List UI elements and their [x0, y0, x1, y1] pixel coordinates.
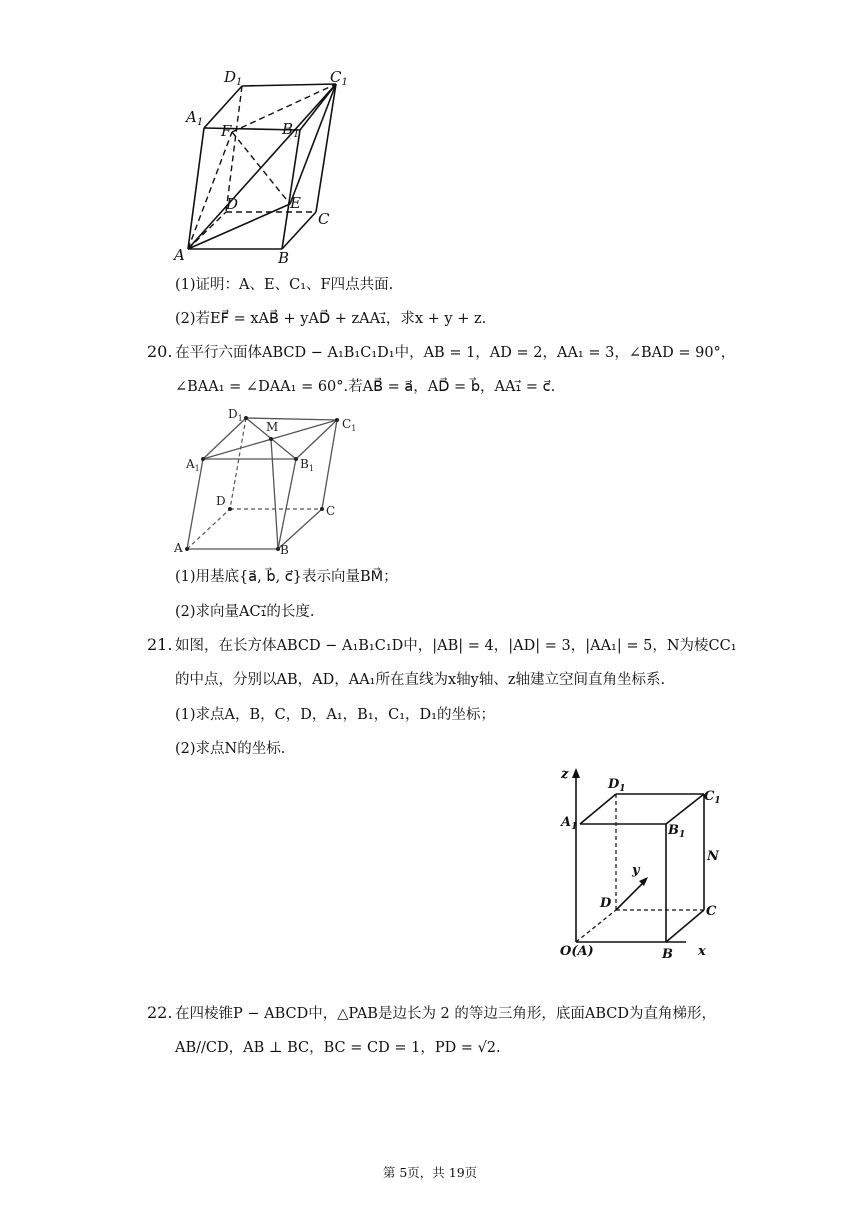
label-z: z — [561, 767, 569, 782]
label-C1: $C_1$ — [342, 417, 357, 433]
label-N: N — [707, 849, 719, 864]
label-A1: $A_1$ — [186, 457, 200, 473]
q22-line1: 在四棱锥P − ABCD中，△PAB是边长为 2 的等边三角形，底面ABCD为直角梯形， — [175, 1006, 717, 1022]
q21-part2: (2)求点N的坐标. — [175, 741, 286, 757]
label-D1: $D_1$ — [608, 777, 626, 794]
label-C1: $C_1$ — [330, 68, 348, 88]
label-C: C — [326, 504, 336, 518]
label-B: B — [662, 947, 673, 962]
q20-number: 20. — [147, 342, 173, 361]
q19-part1: (1)证明：A、E、C₁、F四点共面. — [175, 277, 394, 293]
label-C: C — [318, 210, 330, 228]
label-B1: $B_1$ — [668, 823, 686, 840]
q22-line2: AB//CD，AB ⊥ BC，BC = CD = 1，PD = √2. — [175, 1040, 501, 1056]
q20-line2: ∠BAA₁ = ∠DAA₁ = 60°.若AB⃗ = a⃗，AD⃗ = b⃗，AA₁⃗ = c⃗. — [175, 379, 556, 395]
q20-part2: (2)求向量AC₁⃗的长度. — [175, 604, 315, 620]
q20-line1: 在平行六面体ABCD − A₁B₁C₁D₁中，AB = 1，AD = 2，AA₁ = 3，∠BAD = 90°， — [175, 345, 736, 361]
parallelepiped-figure-1 — [170, 62, 370, 267]
label-D: D — [216, 494, 226, 508]
label-C: C — [706, 904, 717, 919]
label-D: D — [600, 896, 612, 911]
label-D1: $D_1$ — [228, 407, 243, 423]
label-B1: $B_1$ — [282, 120, 300, 140]
q21-part1: (1)求点A，B，C，D，A₁，B₁，C₁，D₁的坐标； — [175, 707, 495, 723]
label-M: M — [266, 420, 279, 434]
label-A: A — [174, 541, 183, 555]
q22-number: 22. — [147, 1003, 173, 1022]
label-A1: $A_1$ — [186, 108, 204, 128]
page-footer: 第 5页，共 19页 — [382, 1165, 478, 1180]
label-C1: $C_1$ — [704, 789, 721, 806]
label-F: F — [221, 122, 232, 140]
label-B: B — [278, 249, 290, 267]
q19-part2: (2)若EF⃗ = xAB⃗ + yAD⃗ + zAA₁⃗，求x + y + z. — [175, 311, 487, 327]
label-O-A: O(A) — [560, 944, 594, 959]
q21-number: 21. — [147, 635, 173, 654]
q21-line1: 如图，在长方体ABCD − A₁B₁C₁D中，|AB| = 4，|AD| = 3，|AA₁| = 5，N为棱CC₁ — [175, 638, 737, 654]
q21-line2: 的中点，分别以AB，AD，AA₁所在直线为x轴y轴、z轴建立空间直角坐标系. — [175, 672, 666, 688]
cuboid-coordinate-figure — [556, 762, 736, 967]
label-y: y — [632, 863, 640, 878]
label-A: A — [174, 246, 185, 264]
label-D1: $D_1$ — [224, 68, 243, 88]
label-B: B — [280, 543, 289, 557]
label-E: E — [290, 194, 301, 212]
parallelepiped-figure-2 — [170, 404, 370, 559]
q20-part1: (1)用基底{a⃗, b⃗, c⃗}表示向量BM⃗； — [175, 569, 398, 585]
label-A1: $A_1$ — [561, 815, 578, 832]
label-D: D — [226, 195, 239, 213]
label-B1: $B_1$ — [300, 457, 314, 473]
label-x: x — [698, 944, 706, 959]
